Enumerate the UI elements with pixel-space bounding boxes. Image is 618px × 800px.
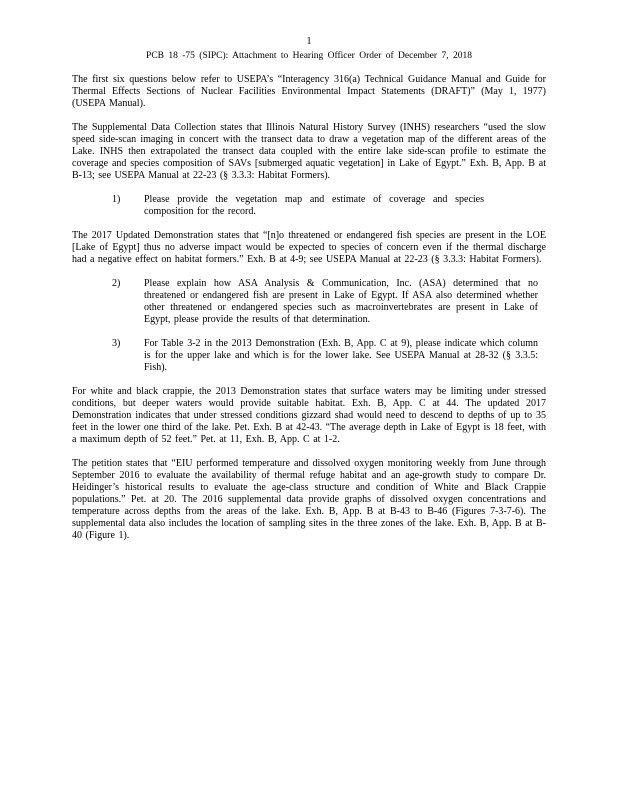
question-1 — [72, 194, 546, 218]
question-number: 2) — [112, 278, 121, 289]
paragraph-supplemental-data: The Supplemental Data Collection states that Illinois Natural History Survey (INHS) researchers “used the slow speed side-scan imaging in concert with the transect data to draw a vegetation map of the different areas of the Lake. INHS then extrapolated the transect data coupled with the entire lake side-scan profile to estimate the coverage and species composition of SAVs [submerged aquatic vegetation] in Lake of Egypt.” Exh. B, App. B at B-13; see USEPA Manual at 22-23 (§ 3.3.3: Habitat Formers). — [72, 122, 546, 181]
question-text: For Table 3-2 in the 2013 Demonstration (Exh. B, App. C at 9), please indicate which column is for the upper lake and which is for the lower lake. See USEPA Manual at 28-32 (§ 3.3.5: Fish). — [144, 338, 538, 373]
page-number: 1 — [306, 36, 312, 47]
paragraph-updated-demonstration: The 2017 Updated Demonstration states that “[n]o threatened or endangered fish species are present in the LOE [Lake of Egypt] thus no adverse impact would be expected to species of concern even if the thermal discharge had a negative effect on habitat formers.” Exh. B at 4-9; see USEPA Manual at 22-23 (§ 3.3.3: Habitat Formers). — [72, 230, 546, 265]
question-3 — [72, 338, 546, 374]
question-text: Please explain how ASA Analysis & Communication, Inc. (ASA) determined that no threatened or endangered fish are present in Lake of Egypt. If ASA also determined whether other threatened or endangered species such as macroinvertebrates are present in Lake of Egypt, please provide the results of that determination. — [144, 278, 538, 325]
question-number: 3) — [112, 338, 121, 349]
document-body — [72, 74, 546, 554]
paragraph-crappie: For white and black crappie, the 2013 Demonstration states that surface waters may be limiting under stressed conditions, but deeper waters would provide suitable habitat. Exh. B, App. C at 44. The updated 2017 Demonstration indicates that under stressed conditions gizzard shad would need to descend to depths of up to 35 feet in the lower one third of the lake. Pet. Exh. B at 42-43. “The average depth in Lake of Egypt is 18 feet, with a maximum depth of 52 feet.” Pet. at 11, Exh. B, App. C at 1-2. — [72, 386, 546, 445]
question-text: Please provide the vegetation map and estimate of coverage and species composition for the record. — [144, 194, 484, 217]
document-header: PCB 18 -75 (SIPC): Attachment to Hearing Officer Order of December 7, 2018 — [146, 51, 472, 61]
paragraph-petition: The petition states that “EIU performed temperature and dissolved oxygen monitoring weekly from June through September 2016 to evaluate the availability of thermal refuge habitat and an age-growth study to compare Dr. Heidinger’s historical results to evaluate the age-class structure and condition of White and Black Crappie populations.” Pet. at 20. The 2016 supplemental data provide graphs of dissolved oxygen concentrations and temperature across depths from the areas of the lake. Exh. B, App. B at B-43 to B-46 (Figures 7-3-7-6). The supplemental data also includes the location of sampling sites in the three zones of the lake. Exh. B, App. B at B-40 (Figure 1). — [72, 458, 546, 541]
paragraph-intro: The first six questions below refer to USEPA’s “Interagency 316(a) Technical Guidance Manual and Guide for Thermal Effects Sections of Nuclear Facilities Environmental Impact Statements (DRAFT)” (May 1, 1977) (USEPA Manual). — [72, 74, 546, 109]
question-number: 1) — [112, 194, 121, 205]
question-2 — [72, 278, 546, 326]
